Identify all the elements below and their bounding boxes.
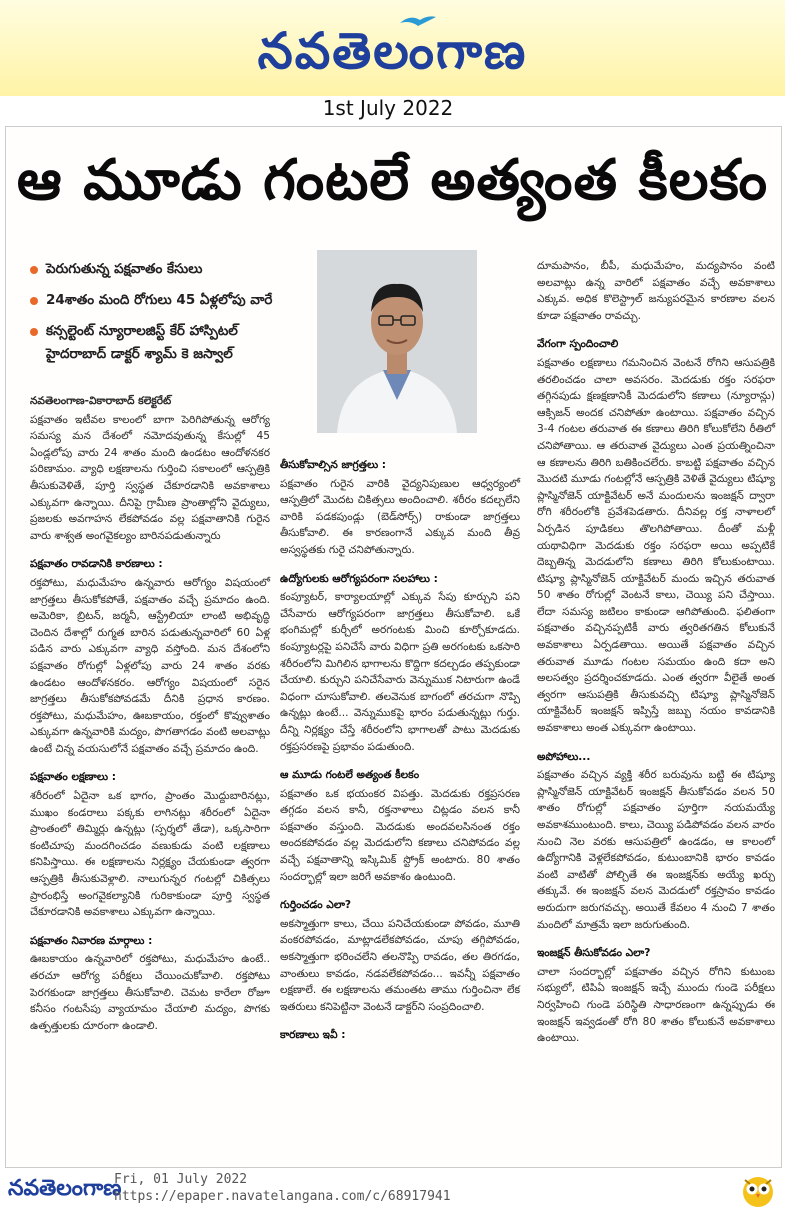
bullet-dot-icon: [30, 266, 38, 274]
section-heading: కారణాలు ఇవీ :: [280, 1029, 346, 1042]
section-heading: ఆ మూడు గంటలే అత్యంత కీలకం: [280, 769, 420, 782]
doctor-photo: [317, 250, 477, 433]
section-heading: పక్షవాతం లక్షణాలు :: [30, 771, 116, 784]
column-3: [537, 258, 775, 1051]
paragraph: శరీరంలో ఏదైనా ఒక భాగం, ప్రాంతం మొద్దుబారినట్లు, ముఖం కండరాలు పక్కకు లాగినట్లు శరీరంలో ఏదైనా ప్రాంతంలో తిమ్మిర్లు ఉన్నట్లు (స్పర్శలో తేడా), ఒక్కసారిగా కంటిచూపు మందగించడం వణుకుడు వంటి లక్షణాలు కనిపిస్తాయి. ఈ లక్షణాలను నిర్లక్ష్యం చేయకుండా త్వరగా ఆస్పత్రికి తీసుకువెళ్లాలి. నాలుగున్నర గంటల్లో చికిత్సలు ప్రారంభిస్తే అంగవైకల్యానికి గురికాకుండా పూర్తి స్వస్థత చేకూరడానికి అవకాశాలు ఎక్కువగా ఉన్నాయి.: [30, 790, 270, 919]
brand-logo[interactable]: నవతెలంగాణ: [257, 22, 528, 80]
byline: నవతెలంగాణ-వికారాబాద్ కలెక్టరేట్: [30, 395, 172, 407]
doctor-portrait-icon: [317, 250, 477, 433]
bullet-dot-icon: [30, 297, 38, 305]
column-1: [30, 393, 270, 1038]
paragraph: చాలా సందర్భాల్లో పక్షవాతం వచ్చిన రోగిని కుటుంబ సభ్యులో, టిపిఏ ఇంజక్షన్ ఇచ్చే ముందు గుండె పరీక్షలు నిర్వహించి గుండె పరిస్థితి సాధారణంగా ఉన్నప్పుడు ఈ ఇంజక్షన్ ఇవ్వడంతో రోగి 80 శాతం కోలుకునే అవకాశాలు ఉంటాయి.: [537, 965, 775, 1045]
section-heading: ఉద్యోగులకు ఆరోగ్యపరంగా సలహాలు :: [280, 572, 438, 585]
paragraph: దూమపానం, బీపీ, మధుమేహం, మద్యపానం వంటి అలవాట్లు ఉన్న వారిలో పక్షవాతం వచ్చే అవకాశాలు ఎక్కువ. అధిక కొలెస్ట్రాల్ జన్యుపరమైన కారణాల వలన కూడా పక్షవాతం రావచ్చు.: [537, 260, 775, 322]
paragraph: పక్షవాతం గురైన వారికి వైద్యనిపుణుల ఆధ్వర్యంలో ఆస్పత్రిలో మొదట చికిత్సలు అందించాలి. శరీరం కదల్చలేని వారికి పడకపుండ్లు (బెడ్‌సోర్స్) రాకుండా జాగ్రత్తలు తీసుకోవాలి. ఈ కారణంగానే ఎక్కువ మంది తీవ్ర అస్వస్థతకు గురై చనిపోతున్నారు.: [280, 477, 520, 556]
footer-url[interactable]: https://epaper.navatelangana.com/c/68917941: [114, 1189, 451, 1204]
paragraph: పక్షవాతం ఒక భయంకర విపత్తు. మెదడుకు రక్తప్రసరణ తగ్గడం వలన కానీ, రక్తనాళాలు చిట్లడం వలన కానీ పక్షవాతం వస్తుంది. మెదడుకు అందవలసినంత రక్తం అందకపోవడం వల్ల మెదడులోని కణాలు చనిపోవడం వల్ల వచ్చే పక్షవాతాన్ని ఇస్కిమిక్ స్ట్రోక్ అంటారు. 80 శాతం సందర్భాల్లో ఇలా జరిగే అవకాశం ఉంటుంది.: [280, 787, 520, 883]
edition-date: 1st July 2022: [322, 96, 454, 120]
paragraph: రక్తపోటు, మధుమేహం ఉన్నవారు ఆరోగ్యం విషయంలో జాగ్రత్తలు తీసుకోకపోతే, పక్షవాతం వచ్చే ప్రమాదం ఉంది. అమెరికా, బ్రిటన్, జర్మనీ, ఆస్ట్రేలియా లాంటి అభివృద్ధి చెందిన దేశాల్లో రుగ్మత బారిన పడుతున్నవారిలో 60 ఏళ్ల పడిన వారు ఎక్కువగా వ్యాధి వస్తోంది. మన దేశంలోని పక్షవాతం రోగుల్లో ఏళ్లలోపు వారు 24 శాతం వరకు ఉండటం ఆందోళనకరం. ఆరోగ్యం విషయంలో సరైన జాగ్రత్తలు తీసుకోకపోవడమే దీనికి ప్రధాన కారణం. రక్తపోటు, మధుమేహం, ఊబకాయం, రక్తంలో కొవ్వుశాతం ఎక్కువగా ఉన్నవారికి మద్యం, పొగతాగడం వంటి అలవాట్లు ఉంటే చిన్న వయసులోనే పక్షవాతం వచ్చే ప్రమాదం ఉంది.: [30, 576, 270, 755]
bullet-item: 24శాతం మంది రోగులు 45 ఏళ్లలోపు వారే: [30, 289, 280, 312]
bullet-item: పెరుగుతున్న పక్షవాతం కేసులు: [30, 258, 280, 281]
section-heading: ఇంజక్షన్ తీసుకోవడం ఎలా?: [537, 947, 651, 960]
paragraph: పక్షవాతం ఇటీవల కాలంలో బాగా పెరిగిపోతున్న ఆరోగ్య సమస్య మన దేశంలో నమోదవుతున్న కేసుల్లో 45 ఏండ్లలోపు వారు 24 శాతం మంది ఉండటం ఆందోళనకర పరిణామం. వ్యాధి లక్షణాలను గుర్తించి సకాలంలో ఆస్పత్రికి తీసుకువెళితే, పూర్తి స్వస్థత చేకూరడానికి అవకాశాలు ఎక్కువగా ఉన్నాయి. దీనిపై గ్రామీణ ప్రాంతాల్లోని వైద్యులు, ప్రజలకు అవగాహన లేకపోవడం వల్ల పక్షవాతానికి గురైన వారు శాశ్వత అంగవైకల్యం బారినపడుతున్నారు: [30, 413, 270, 542]
paragraph: పక్షవాతం లక్షణాలు గమనించిన వెంటనే రోగిని ఆసుపత్రికి తరలించడం చాలా అవసరం. మెదడుకు రక్తం సరఫరా తగ్గినపుడు క్షణక్షణానికీ మెదడులోని కణాలు (న్యూరాన్లు) ఆక్సిజన్ అందక చనిపోతూ ఉంటాయి. పక్షవాతం వచ్చిన 3-4 గంటల తరువాత ఈ కణాలు తిరిగి కోలుకోలేని రీతిలో చనిపోతాయి. ఆ తరువాత వైద్యులు ఎంత ప్రయత్నించినా ఆ కణాలను తిరిగి బతికించలేరు. కాబట్టి పక్షవాతం వచ్చిన మొదటి మూడు గంటల్లోనే ఆస్పత్రికి వెళితే వైద్యులు టిష్యూ ప్లాస్మినోజెన్ యాక్టివేటర్ అనే మందులను ఇంజక్షన్ ద్వారా రోగి శరీరంలోకి ప్రవేశపెడతారు. దీనివల్ల రక్త నాళాలలో ఏర్పడిన పూడికలు తొలగిపోతాయి. దీంతో మళ్లీ యథావిధిగా మెదడుకు రక్తం సరఫరా అయి అప్పటికే దెబ్బతిన్న మెదడులోని కణాలు తిరిగి కోలుకుంటాయి. టిష్యూ ప్లాస్మినోజెన్ యాక్టివేటర్ మందు ఇచ్చిన తరువాత 50 శాతం రోగుల్లో వెంటనే కాలు, చెయ్యి పని చేస్తాయి. లేదా సమస్య జటిలం కాకుండా ఆగిపోతుంది. ఫలితంగా పక్షవాతం వచ్చినప్పటికీ వారు త్వరితగతిన కోలుకునే అవకాశాలు ఏర్పడతాయి. అయితే పక్షవాతం వచ్చిన తరువాత మూడు గంటల సమయం ఉంది కదా అని అలసత్వం ప్రదర్శించకూడదు. ఎంత త్వరగా వీలైతే అంత త్వరగా ఆసుపత్రికి తీసుకువచ్చి టిష్యూ ప్లాస్మినోజెన్ యాక్టివేటర్ ఇంజక్షన్ ఇప్పిస్తే జబ్బు నయం కావడానికి అవకాశాలు అంత ఎక్కువగా ఉంటాయి.: [537, 356, 775, 735]
section-heading: పక్షవాతం రావడానికి కారణాలు :: [30, 558, 163, 571]
section-heading: తీసుకోవాల్సిన జాగ్రత్తలు :: [280, 459, 387, 471]
page-footer: [0, 1168, 785, 1215]
section-heading: వేగంగా స్పందించాలి: [537, 338, 619, 351]
paragraph: పక్షవాతం వచ్చిన వ్యక్తి శరీర బరువును బట్టి ఈ టిష్యూ ప్లాస్మినోజెన్ యాక్టివేటర్ ఇంజక్షన్ తీసుకోవడం వలన 50 శాతం రోగుల్లో పక్షవాతం పూర్తిగా నయమయ్యే అవకాశముంటుంది. కాలు, చెయ్యి పడిపోవడం వలన వారం నుంచి నెల వరకు ఆసుపత్రిలో ఉండడం, ఆ కాలంలో ఉద్యోగానికి వెళ్లలేకపోవడం, కుటుంబానికి భారం కావడం వంటి వాటితో పోల్చితే ఈ ఇంజక్షన్‌కు అయ్యే ఖర్చు తక్కువే. ఈ ఇంజక్షన్ వలన మెదడులో రక్తస్రావం కావడం అరుదుగా జరుగవచ్చు. అయితే కేవలం 4 నుంచి 7 శాతం మందిలో మాత్రమే ఇలా జరుగుతుంది.: [537, 769, 775, 931]
highlight-bullets: [30, 258, 280, 374]
paragraph: కంప్యూటర్, కార్యాలయాల్లో ఎక్కువ సేపు కూర్చుని పని చేసేవారు ఆరోగ్యపరంగా జాగ్రత్తలు తీసుకోవాలి. ఒకే భంగిమల్లో కుర్చీలో అరగంటకు మించి కూర్చోకూడదు. కంప్యూటర్లపై పనిచేసే వారు విధిగా ప్రతి అరగంటకు ఒకసారి శరీరంలోని మిగిలిన భాగాలను కొద్దిగా కదల్చడం తప్పకుండా చేయాలి. కుర్చుని పనిచేసేవారు వెన్నుముక నిటారుగా ఉండే విధంగా చూసుకోవాలి. తలవెనుక బాగంలో తరచుగా నొప్పి ఉన్నట్లు ఉంటే... వెన్నుముకపై భారం పడుతున్నట్లు గుర్తు. దీన్ని నిర్లక్ష్యం చేస్తే శరీరంలోని భాగాలతో పాటు మెదడుకు రక్తప్రసరణపై ప్రభావం పడుతుంది.: [280, 591, 520, 753]
section-heading: అపోహాలు...: [537, 750, 591, 763]
section-heading: గుర్తించడం ఎలా?: [280, 899, 352, 912]
bullet-item: కన్సల్టెంట్ న్యూరాలజిస్ట్ కేర్ హాస్పిటల్ హైదరాబాద్ డాక్టర్ శ్యామ్ కె జస్వాల్: [30, 320, 280, 366]
footer-info: [114, 1171, 451, 1205]
owl-mascot-icon: [740, 1172, 776, 1208]
paragraph: ఊబకాయం ఉన్నవారిలో రక్తపోటు, మధుమేహం ఉంటే.. తరచూ ఆరోగ్య పరీక్షలు చేయించుకోవాలి. రక్తపోటు పెరగకుండా జాగ్రత్తలు తీసుకోవాలి. చెమట కారేలా రోజూ కనీసం గంటసేపు వ్యాయామం చేయాలి మద్యం, పొగకు ఉత్పత్తులకు దూరంగా ఉండాలి.: [30, 953, 270, 1032]
bullet-dot-icon: [30, 328, 38, 336]
paragraph: అకస్మాత్తుగా కాలు, చేయి పనిచేయకుండా పోవడం, మూతి వంకరపోవడం, మాట్లాడలేకపోవడం, చూపు తగ్గిపోవడం, అకస్మాత్తుగా భరించలేని తలనొప్పి రావడం, తల తిరగడం, వాంతులు కావడం, నడవలేకపోవడం... ఇవన్నీ పక్షవాతం లక్షణాలే. ఈ లక్షణాలను తమంతట తాము గుర్తించినా లేక ఇతరులు కనిపెట్టినా వెంటనే డాక్టర్‌ని సంప్రదించాలి.: [280, 917, 520, 1013]
article-headline: ఆ మూడు గంటలే అత్యంత కీలకం: [16, 148, 769, 213]
footer-date: Fri, 01 July 2022: [114, 1172, 248, 1187]
column-2: [280, 445, 520, 1046]
footer-logo[interactable]: నవతెలంగాణ: [8, 1176, 122, 1201]
masthead: [0, 0, 785, 96]
section-heading: పక్షవాతం నివారణ మార్గాలు :: [30, 934, 153, 947]
